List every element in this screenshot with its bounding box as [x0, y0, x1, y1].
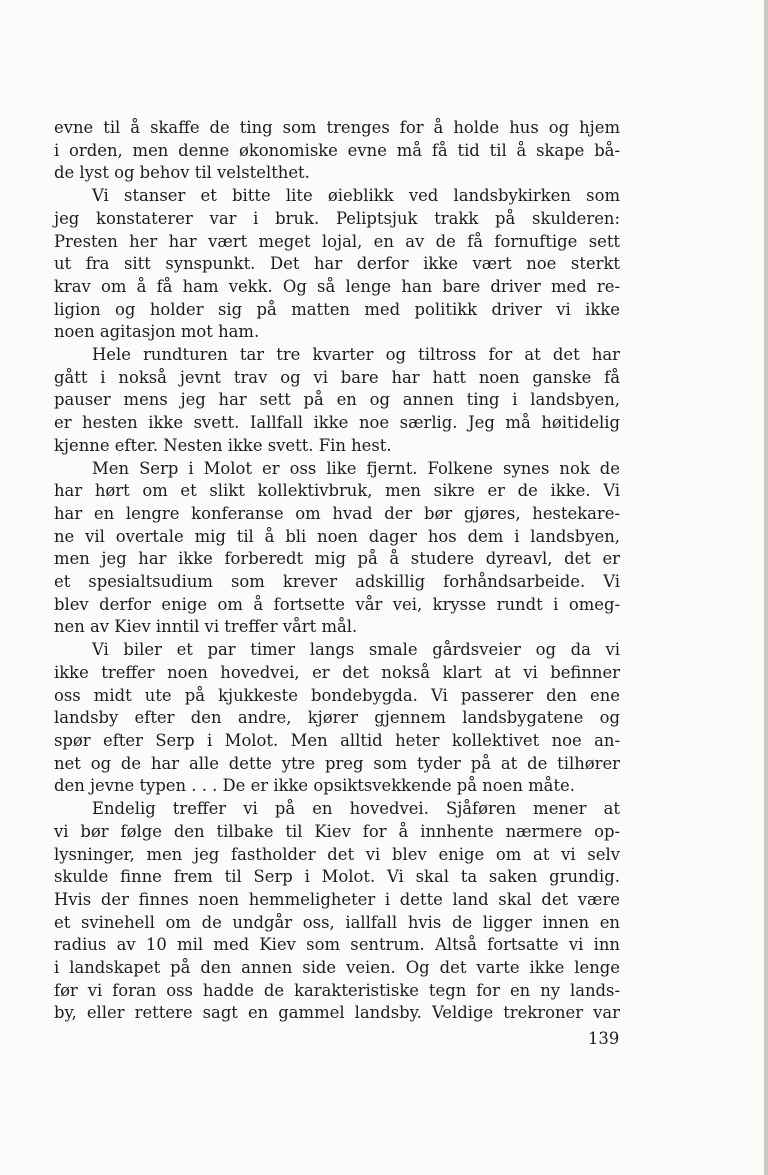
text-line: men jeg har ikke forberedt mig på å studere dyreavl, det er	[54, 549, 620, 569]
paragraph-5	[54, 639, 620, 798]
text-line: krav om å få ham vekk. Og så lenge han bare driver med re-	[54, 276, 620, 296]
text-line: evne til å skaffe de ting som trenges for å holde hus og hjem	[54, 118, 620, 137]
text-line: et svinehell om de undgår oss, iallfall hvis de ligger innen en	[54, 912, 620, 932]
paragraph-3	[54, 344, 620, 458]
paragraph-4	[54, 458, 620, 640]
paragraph-6	[54, 798, 620, 1025]
text-line: noen agitasjon mot ham.	[54, 322, 260, 342]
paragraph-2	[54, 185, 620, 344]
text-line: er hesten ikke svett. Iallfall ikke noe særlig. Jeg må høitidelig	[54, 413, 620, 433]
text-line: ne vil overtale mig til å bli noen dager hos dem i landsbyen,	[54, 526, 620, 546]
text-line: et spesialtsudium som krever adskillig forhåndsarbeide. Vi	[54, 572, 620, 592]
body-text	[54, 117, 620, 1025]
text-line: by, eller rettere sagt en gammel landsby. Veldige trekroner var	[54, 1003, 620, 1023]
text-line: ut fra sitt synspunkt. Det har derfor ikke vært noe sterkt	[54, 254, 620, 274]
text-line: jeg konstaterer var i bruk. Peliptsjuk trakk på skulderen:	[54, 208, 620, 228]
text-line: net og de har alle dette ytre preg som tyder på at de tilhører	[54, 753, 620, 773]
text-line: Hvis der finnes noen hemmeligheter i dette land skal det være	[54, 889, 620, 909]
text-line: landsby efter den andre, kjører gjennem landsbygatene og	[54, 708, 620, 728]
text-line: Men Serp i Molot er oss like fjernt. Folkene synes nok de	[92, 458, 620, 478]
text-line: ikke treffer noen hovedvei, er det nokså klart at vi befinner	[54, 662, 620, 682]
text-line: spør efter Serp i Molot. Men alltid heter kollektivet noe an-	[54, 730, 620, 750]
text-line: lysninger, men jeg fastholder det vi blev enige om at vi selv	[54, 844, 620, 864]
text-line: oss midt ute på kjukkeste bondebygda. Vi passerer den ene	[54, 685, 620, 705]
text-line: den jevne typen . . . De er ikke opsiktsvekkende på noen måte.	[54, 776, 575, 796]
text-line: blev derfor enige om å fortsette vår vei, krysse rundt i omeg-	[54, 594, 620, 614]
text-line: Presten her har vært meget lojal, en av de få fornuftige sett	[54, 231, 620, 251]
paragraph-1	[54, 117, 620, 185]
text-line: de lyst og behov til velstelthet.	[54, 163, 310, 183]
page-number: 139	[588, 1029, 620, 1048]
text-line: Endelig treffer vi på en hovedvei. Sjåføren mener at	[92, 799, 620, 819]
text-line: har hørt om et slikt kollektivbruk, men sikre er de ikke. Vi	[54, 481, 620, 501]
text-line: Hele rundturen tar tre kvarter og tiltross for at det har	[92, 345, 620, 365]
text-line: gått i nokså jevnt trav og vi bare har hatt noen ganske få	[54, 367, 620, 387]
text-line: skulde finne frem til Serp i Molot. Vi skal ta saken grundig.	[54, 867, 620, 887]
text-line: Vi stanser et bitte lite øieblikk ved landsbykirken som	[92, 186, 620, 206]
text-line: kjenne efter. Nesten ikke svett. Fin hest.	[54, 435, 392, 455]
text-line: vi bør følge den tilbake til Kiev for å innhente nærmere op-	[54, 821, 620, 841]
text-line: radius av 10 mil med Kiev som sentrum. Altså fortsatte vi inn	[54, 935, 620, 955]
text-line: pauser mens jeg har sett på en og annen ting i landsbyen,	[54, 390, 620, 410]
text-line: nen av Kiev inntil vi treffer vårt mål.	[54, 617, 358, 637]
text-line: Vi biler et par timer langs smale gårdsveier og da vi	[92, 640, 620, 660]
text-line: ligion og holder sig på matten med politikk driver vi ikke	[54, 299, 620, 319]
text-line: før vi foran oss hadde de karakteristiske tegn for en ny lands-	[54, 980, 620, 1000]
text-line: har en lengre konferanse om hvad der bør gjøres, hestekare-	[54, 503, 620, 523]
text-line: i landskapet på den annen side veien. Og det varte ikke lenge	[54, 958, 620, 978]
text-line: i orden, men denne økonomiske evne må få tid til å skape bå-	[54, 140, 620, 160]
